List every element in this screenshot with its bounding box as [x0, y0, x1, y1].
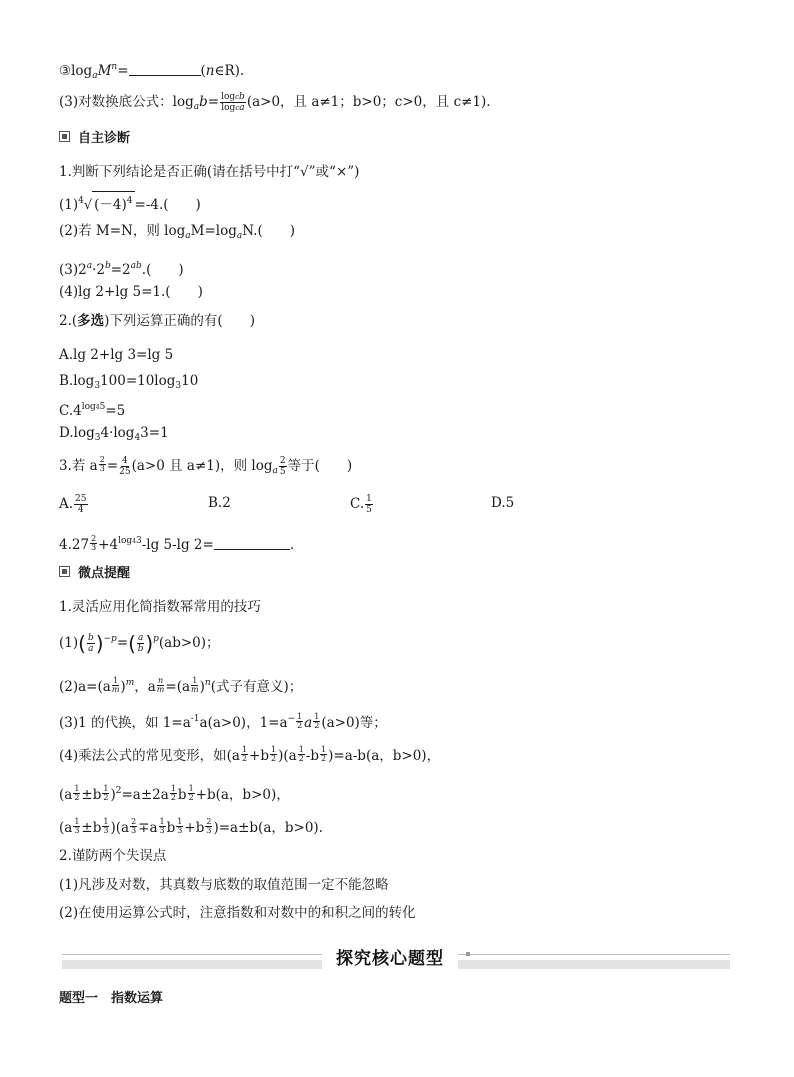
- text: 4.27: [59, 537, 90, 553]
- text: n: [205, 63, 215, 79]
- text: C.4: [59, 403, 82, 419]
- text: (－4): [94, 197, 127, 213]
- text: -lg 5-lg 2=: [141, 537, 214, 553]
- numerator: 1: [113, 676, 119, 685]
- text: =: [117, 63, 129, 79]
- change-of-base-line: (3)对数换底公式：$\log_ab=$ $\frac{\text{logcb}}{\text{logca}}$ (a>0，且 a≠1；b>0；c>0，且 c≠1).: [59, 92, 491, 113]
- radical-sign: √: [83, 198, 93, 213]
- exponent-fraction: $\frac{2}{3}$: [206, 817, 212, 835]
- fraction: [87, 633, 95, 654]
- denominator: 5: [279, 467, 286, 477]
- text: N.( ): [242, 223, 296, 239]
- q3-option-c: [350, 494, 374, 515]
- answer-blank[interactable]: [129, 62, 201, 76]
- radicand: [92, 191, 134, 214]
- text: (a>0)等；: [321, 715, 387, 731]
- numerator: b: [87, 633, 94, 643]
- subscript: c: [235, 93, 240, 101]
- paren: ): [95, 631, 104, 656]
- text: A.: [59, 496, 74, 512]
- text: (4)乘法公式的常见变形，如(a: [59, 748, 240, 764]
- fraction: [220, 92, 246, 113]
- text: (3)1 的代换，如 1=a: [59, 715, 191, 731]
- text: a: [239, 103, 245, 113]
- text: 3.若 a: [59, 458, 98, 474]
- tip-1-2: [59, 674, 302, 696]
- exponent-fraction: $\frac{2}{3}$: [131, 817, 137, 835]
- q2-stem: [59, 312, 255, 330]
- numerator: 1: [366, 494, 372, 504]
- exponent: [82, 402, 106, 412]
- text: =: [116, 635, 129, 651]
- q3-option-a: [59, 494, 89, 515]
- denominator: b: [137, 644, 144, 654]
- tip-1-3: [59, 710, 387, 732]
- fraction: [137, 633, 144, 654]
- section-square-icon: [59, 566, 70, 577]
- text: (a>0 且 a≠1)，则 log: [131, 458, 273, 474]
- numerator: 2: [91, 534, 97, 543]
- topic-heading: 题型一 指数运算: [59, 991, 164, 1006]
- text: =a±2a: [121, 787, 169, 803]
- numerator: 1: [314, 712, 320, 721]
- superscript: m: [125, 678, 135, 688]
- text: (3)对数换底公式：: [59, 94, 173, 110]
- numerator: 25: [75, 494, 87, 504]
- exponent: [118, 536, 142, 546]
- text: a(a>0)，1=a: [199, 715, 288, 731]
- tip-2-1: (1)凡涉及对数，其真数与底数的取值范围一定不能忽略: [59, 877, 389, 893]
- tip-1-5: (a $\frac{1}{2}$ ±b $\frac{1}{2}$ )$^2$=a±2a $\frac{1}{2}$ b $\frac{1}{2}$ +b(a，b>0)，: [59, 784, 290, 803]
- q2-option-b: [59, 372, 198, 395]
- exponent-fraction: $\frac{1}{2}$: [188, 784, 194, 802]
- text: =a-b(a，b>0)，: [333, 748, 441, 764]
- text: b: [239, 92, 245, 102]
- section-header-self-diagnosis: [59, 129, 130, 148]
- text: ): [199, 679, 205, 695]
- text: =(a: [165, 679, 191, 695]
- section-square-icon: [59, 131, 70, 142]
- text: ∈R).: [214, 63, 245, 79]
- section-header-tips: [59, 564, 130, 583]
- subscript: 3: [94, 381, 101, 391]
- tip-1-heading: 1.灵活应用化简指数幂常用的技巧: [59, 599, 261, 615]
- q2-option-d: [59, 424, 169, 447]
- text: =-4.( ): [134, 197, 201, 213]
- text: ): [120, 679, 126, 695]
- exponent-fraction: $\frac{1}{2}$: [321, 745, 327, 763]
- denominator: m: [156, 685, 165, 694]
- superscript: 4: [126, 196, 133, 206]
- q1-item-2: [59, 222, 295, 245]
- exponent-fraction: $\frac{1}{3}$: [177, 817, 183, 835]
- text: 2.(: [59, 313, 78, 329]
- subscript: a: [193, 102, 200, 112]
- q3-option-b: B.2: [208, 495, 231, 511]
- q1-stem: 1.判断下列结论是否正确(请在括号中打“√”或“×”): [59, 164, 360, 180]
- text: +4: [98, 537, 119, 553]
- text: M=log: [190, 223, 237, 239]
- subscript: a: [272, 466, 278, 476]
- denominator: 3: [99, 464, 105, 473]
- exponent-fraction: $\frac{1}{2}$: [74, 784, 80, 802]
- text: log: [221, 103, 236, 113]
- text: b: [199, 94, 208, 110]
- text: (: [200, 63, 206, 79]
- exponent-fraction: [90, 535, 97, 552]
- numerator: 1: [297, 712, 303, 721]
- exponent-fraction: [112, 677, 120, 694]
- q1-item-1: [59, 191, 201, 215]
- text: +b(a，b>0)，: [195, 787, 290, 803]
- text: ，a: [134, 679, 156, 695]
- text: =: [106, 458, 119, 474]
- paren: (: [128, 631, 136, 656]
- subscript: a: [92, 71, 98, 81]
- multi-select-tag: 多选: [77, 313, 105, 329]
- text: (2)若 M=N，则 log: [59, 223, 186, 239]
- superscript: b: [104, 261, 111, 271]
- text: .( ): [141, 262, 184, 278]
- q1-item-4: (4)lg 2+lg 5=1.( ): [59, 284, 203, 300]
- root-index: 4: [78, 196, 84, 206]
- numerator: 2: [279, 456, 286, 466]
- tip-2-2: (2)在使用运算公式时，注意指数和对数中的和积之间的转化: [59, 905, 416, 921]
- numerator: 4: [122, 456, 128, 466]
- text: a: [304, 715, 313, 731]
- subscript: 4: [134, 433, 141, 443]
- numerator: 2: [99, 455, 105, 464]
- denominator: 3: [91, 543, 97, 552]
- subscript: 3: [175, 381, 182, 391]
- exponent-fraction: [99, 456, 106, 473]
- subscript: 3: [94, 433, 101, 443]
- superscript: −p: [103, 634, 117, 644]
- text: C.: [350, 496, 365, 512]
- denominator: 5: [366, 505, 372, 515]
- denominator: m: [191, 685, 199, 694]
- superscript: ab: [130, 261, 142, 271]
- exponent-fraction: $\frac{1}{2}$: [170, 784, 176, 802]
- subscript: 4: [132, 538, 136, 545]
- text: (3)2: [59, 262, 87, 278]
- tip-1-6: (a $\frac{1}{3}$ ±b $\frac{1}{3}$ )(a $\frac{2}{3}$ ∓a $\frac{1}{3}$ b $\frac{1}{3}$ +b $\frac{2}{3}$ )=a±b(a，b>0).: [59, 817, 323, 836]
- denominator: a: [88, 644, 94, 654]
- text: (1): [59, 197, 79, 213]
- q4-line: 4.27 $\frac{2}{3}$ $+4^{log43}-\lg$ 5-lg 2= .: [59, 534, 295, 553]
- fraction: [119, 456, 130, 477]
- superscript: −: [287, 714, 296, 724]
- denominator: 2: [297, 721, 303, 730]
- subscript: c: [235, 104, 240, 112]
- fraction: [74, 494, 87, 515]
- exponent-fraction: $\frac{1}{3}$: [103, 817, 109, 835]
- banner-dot-right: [466, 952, 470, 956]
- denominator: m: [111, 685, 120, 694]
- section-title: 自主诊断: [78, 131, 131, 146]
- exponent-fraction: $\frac{1}{2}$: [241, 745, 248, 763]
- text: (a>0，且 a≠1；b>0；c>0，且 c≠1).: [246, 94, 491, 110]
- tip-2-heading: 2.谨防两个失误点: [59, 848, 167, 864]
- text: ·2: [92, 262, 105, 278]
- numerator: n: [158, 676, 164, 685]
- text: 4·log: [100, 425, 135, 441]
- text: (2)a=(a: [59, 679, 111, 695]
- text: )下列运算正确的有( ): [104, 313, 255, 329]
- denominator: 4: [77, 505, 84, 515]
- q3-option-d: D.5: [491, 495, 515, 511]
- text: log: [118, 536, 133, 546]
- superscript: n: [204, 678, 211, 688]
- denominator: 2: [314, 721, 320, 730]
- text: =2: [110, 262, 131, 278]
- text: =a±b(a，b>0).: [218, 820, 323, 836]
- text: 3: [135, 536, 142, 546]
- text: 100=10log: [100, 373, 176, 389]
- text: =5: [105, 403, 126, 419]
- subscript: a: [185, 231, 191, 241]
- text: B.log: [59, 373, 95, 389]
- denominator: 25: [119, 467, 131, 477]
- text: D.log: [59, 425, 95, 441]
- q3-stem: [59, 456, 352, 480]
- fraction: [365, 494, 373, 515]
- text: log: [172, 94, 194, 110]
- exponent-fraction: [296, 713, 303, 730]
- q1-item-3: [59, 257, 184, 279]
- exponent-fraction: [157, 677, 165, 694]
- exponent-fraction: [313, 713, 320, 730]
- fraction: [279, 456, 287, 477]
- tip-1-1: [59, 630, 220, 654]
- text: log: [81, 402, 96, 412]
- text: 3=1: [140, 425, 169, 441]
- numerator: a: [137, 633, 144, 643]
- exponent-fraction: $\frac{1}{2}$: [271, 745, 277, 763]
- text: ③log: [59, 63, 93, 79]
- exponent-fraction: $\frac{1}{3}$: [159, 817, 165, 835]
- tip-1-4: (4)乘法公式的常见变形，如(a $\frac{1}{2}$ +b $\frac{1}{2}$ )(a $\frac{1}{2}$ -b $\frac{1}{2}$ )=a-b(a，b>0)，: [59, 745, 441, 764]
- numerator: 1: [192, 676, 198, 685]
- subscript: 4: [95, 404, 100, 411]
- answer-blank[interactable]: [214, 536, 290, 550]
- subscript: a: [236, 231, 243, 241]
- superscript: p: [153, 634, 159, 644]
- superscript: -1: [190, 714, 200, 724]
- superscript: n: [111, 62, 118, 72]
- text: M: [97, 63, 112, 79]
- text: 等于( ): [287, 458, 353, 474]
- q2-option-c: [59, 398, 125, 420]
- exponent-fraction: $\frac{1}{2}$: [103, 784, 109, 802]
- text: (式子有意义)；: [210, 679, 303, 695]
- text: log: [221, 92, 236, 102]
- superscript: a: [86, 261, 93, 271]
- paren: ): [145, 631, 154, 656]
- text: 5: [99, 402, 106, 412]
- banner-title: 探究核心题型: [322, 944, 458, 969]
- section-title: 微点提醒: [78, 566, 131, 581]
- paren: (: [78, 631, 86, 656]
- property-3-line: [59, 58, 244, 85]
- text: 10: [181, 373, 199, 389]
- exponent-fraction: $\frac{1}{3}$: [74, 817, 80, 835]
- exponent-fraction: $\frac{1}{2}$: [298, 745, 304, 763]
- q2-option-a: A.lg 2+lg 3=lg 5: [59, 347, 174, 363]
- exponent-fraction: [191, 677, 199, 694]
- text: (1): [59, 635, 79, 651]
- text: (ab>0)；: [158, 635, 220, 651]
